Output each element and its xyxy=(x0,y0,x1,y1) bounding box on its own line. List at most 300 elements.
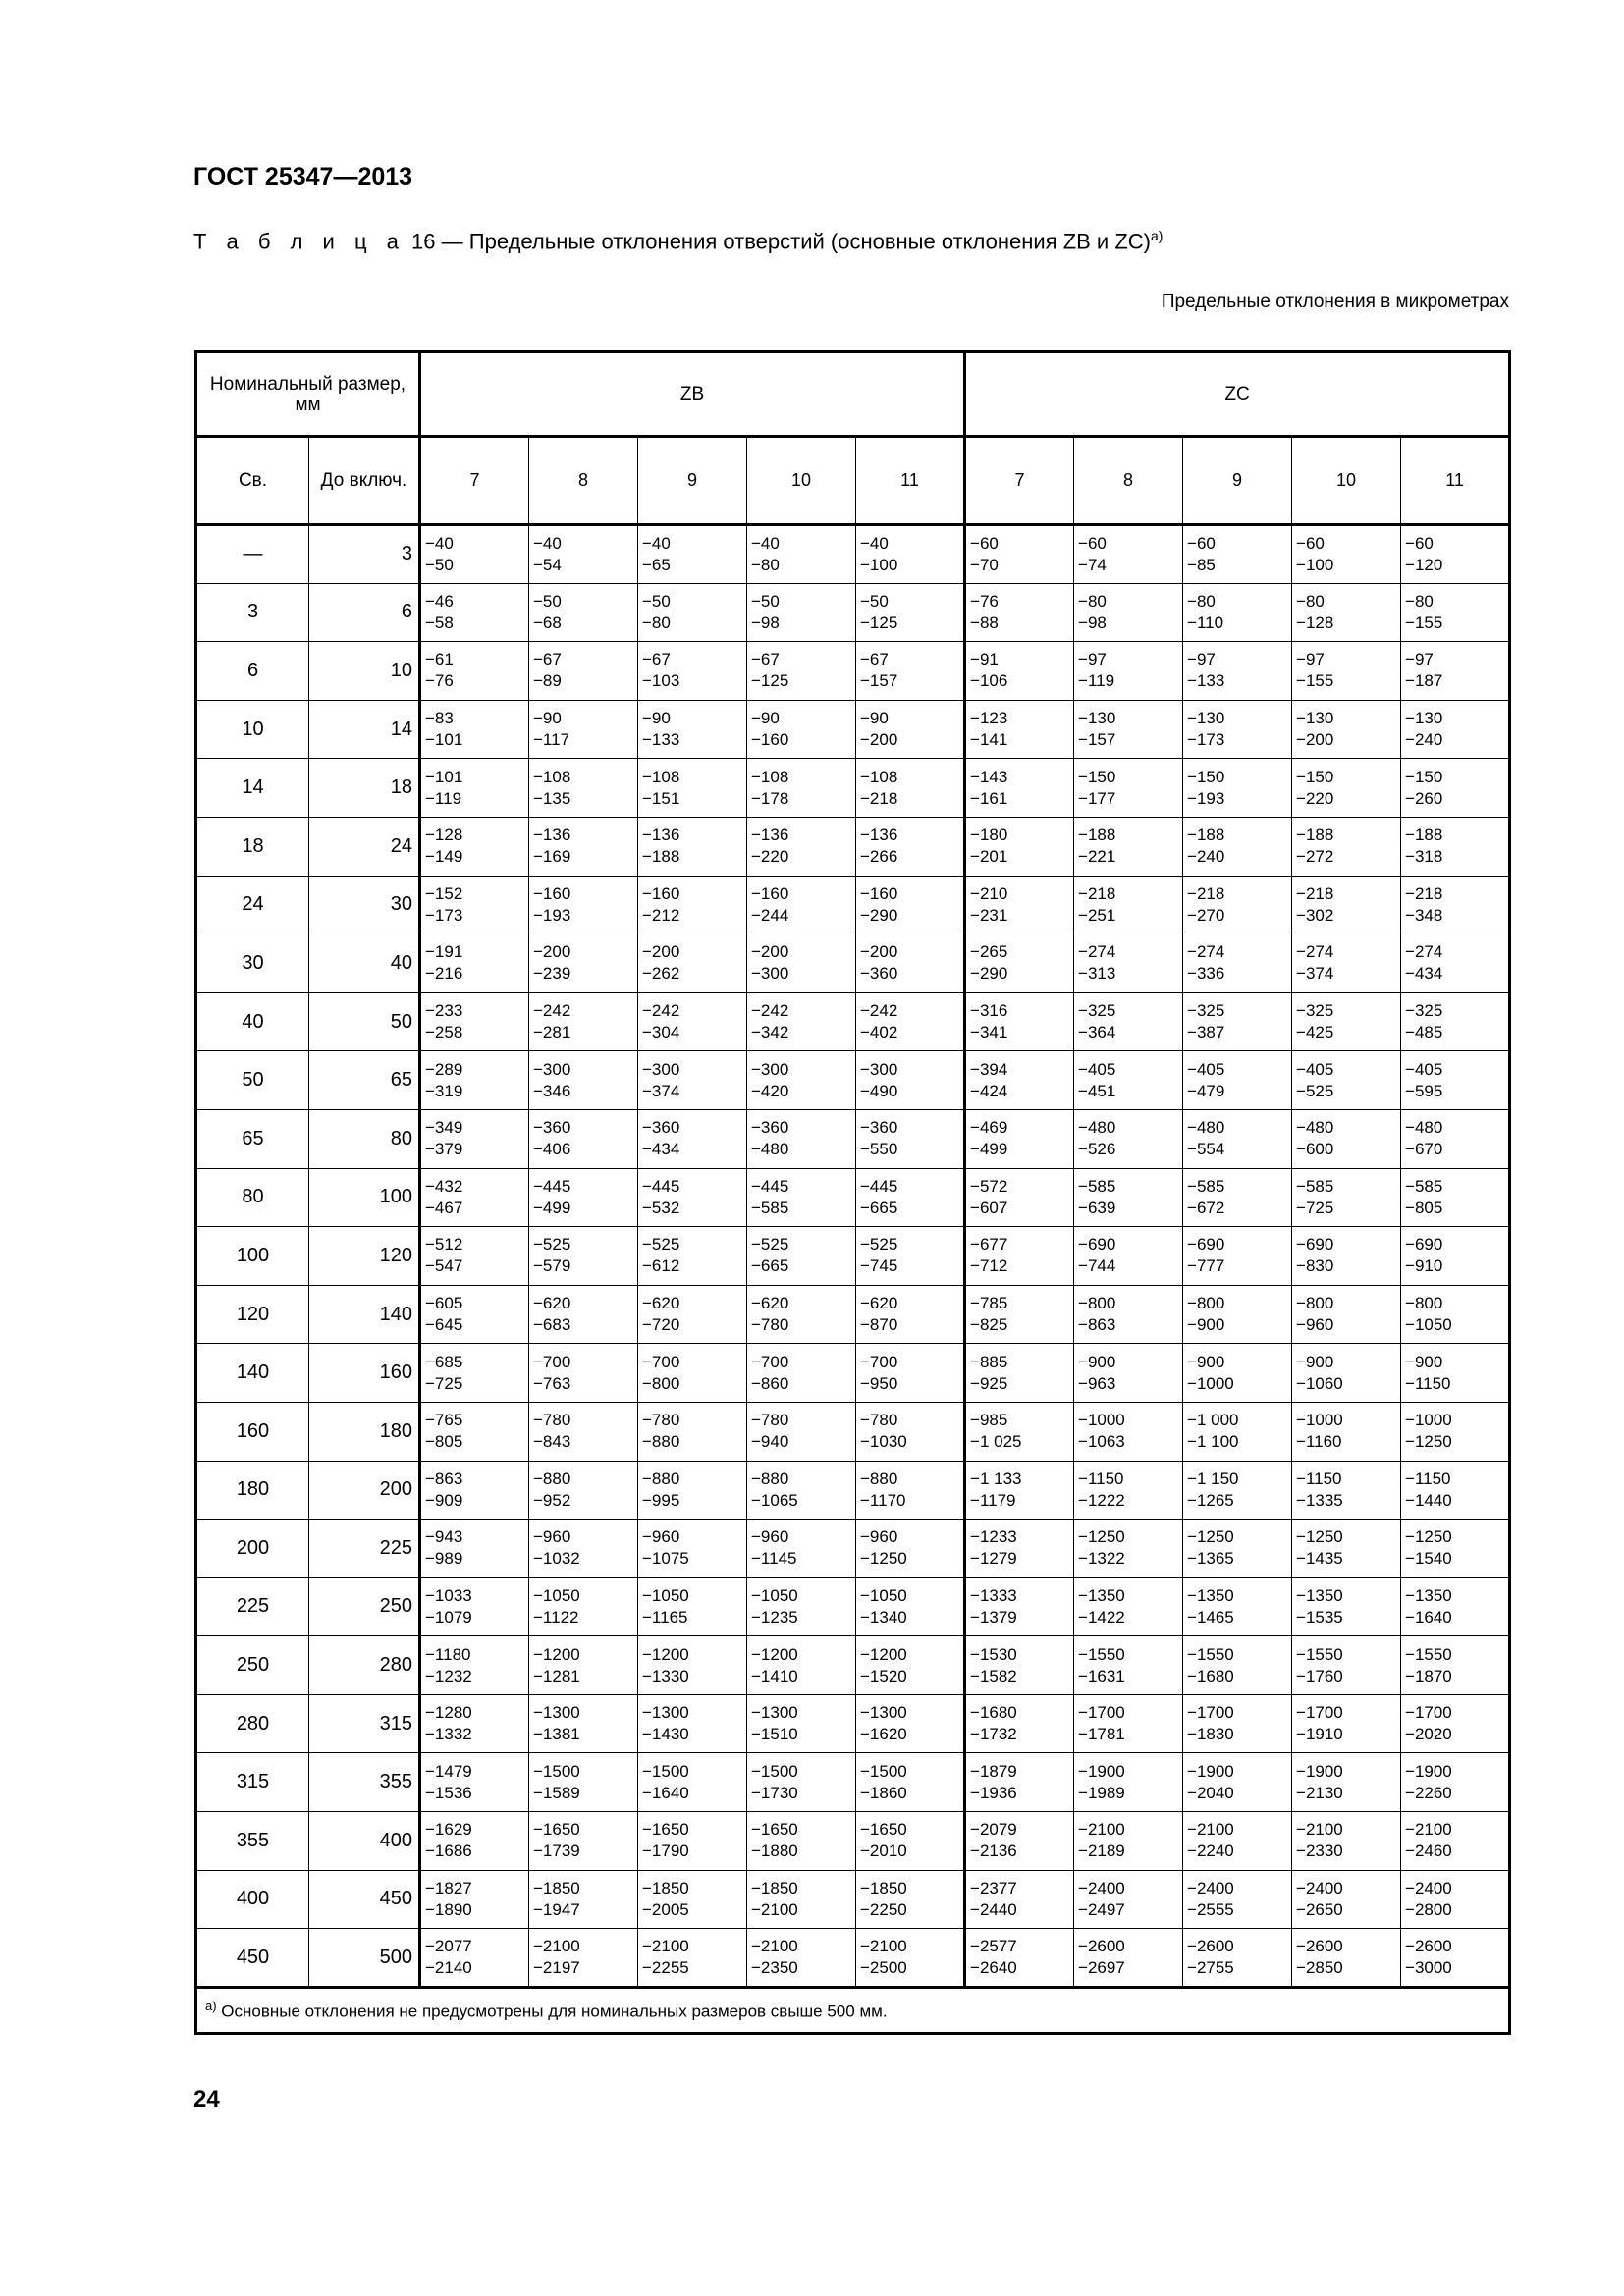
lower-deviation: −1422 xyxy=(1078,1607,1125,1627)
size-to-cell: 65 xyxy=(309,1051,420,1110)
upper-deviation: −108 xyxy=(751,767,789,786)
upper-deviation: −200 xyxy=(642,942,680,962)
upper-deviation: −700 xyxy=(860,1352,898,1371)
lower-deviation: −1860 xyxy=(860,1783,907,1802)
lower-deviation: −805 xyxy=(1405,1198,1443,1217)
deviation-cell xyxy=(747,700,856,759)
table-title xyxy=(193,228,1163,254)
deviation-cell xyxy=(747,583,856,642)
lower-deviation: −777 xyxy=(1187,1256,1225,1276)
lower-deviation: −141 xyxy=(970,730,1008,750)
deviation-cell xyxy=(965,1402,1074,1461)
lower-deviation: −3000 xyxy=(1405,1958,1452,1978)
upper-deviation: −265 xyxy=(970,942,1008,962)
upper-deviation: −90 xyxy=(533,709,562,728)
deviation-cell xyxy=(638,1285,747,1344)
lower-deviation: −402 xyxy=(860,1023,898,1042)
lower-deviation: −187 xyxy=(1405,671,1443,691)
upper-deviation: −405 xyxy=(1078,1059,1116,1079)
lower-deviation: −65 xyxy=(642,555,671,574)
deviation-cell xyxy=(1401,1753,1510,1812)
lower-deviation: −910 xyxy=(1405,1256,1443,1276)
upper-deviation: −60 xyxy=(1078,533,1107,553)
lower-deviation: −157 xyxy=(860,671,898,691)
upper-deviation: −1350 xyxy=(1078,1585,1125,1605)
lower-deviation: −2189 xyxy=(1078,1842,1125,1861)
deviation-cell xyxy=(420,992,529,1051)
lower-deviation: −2250 xyxy=(860,1899,907,1919)
grade-header: 10 xyxy=(1292,437,1401,525)
size-to-cell: 6 xyxy=(309,583,420,642)
deviation-cell xyxy=(856,1520,965,1578)
table-row xyxy=(196,759,1510,818)
deviation-cell xyxy=(529,1461,638,1520)
upper-deviation: −1200 xyxy=(751,1644,798,1664)
size-from-cell: 80 xyxy=(196,1168,309,1227)
upper-deviation: −2377 xyxy=(970,1878,1017,1897)
upper-deviation: −1000 xyxy=(1296,1411,1343,1430)
lower-deviation: −1330 xyxy=(642,1666,689,1685)
lower-deviation: −485 xyxy=(1405,1023,1443,1042)
deviation-cell xyxy=(965,1109,1074,1168)
deviation-cell xyxy=(1292,1109,1401,1168)
deviation-cell xyxy=(1401,759,1510,818)
lower-deviation: −952 xyxy=(533,1490,571,1510)
upper-deviation: −1050 xyxy=(860,1585,907,1605)
lower-deviation: −1279 xyxy=(970,1549,1017,1569)
deviation-cell xyxy=(529,1929,638,1988)
deviation-cell xyxy=(638,1402,747,1461)
upper-deviation: −943 xyxy=(425,1527,463,1547)
deviation-cell xyxy=(1074,1461,1183,1520)
upper-deviation: −274 xyxy=(1078,942,1116,962)
deviation-cell xyxy=(420,1694,529,1753)
deviation-cell xyxy=(529,700,638,759)
upper-deviation: −700 xyxy=(642,1352,680,1371)
deviation-cell xyxy=(747,1812,856,1871)
lower-deviation: −155 xyxy=(1296,671,1334,691)
lower-deviation: −2850 xyxy=(1296,1958,1343,1978)
deviation-cell xyxy=(1401,1520,1510,1578)
upper-deviation: −620 xyxy=(642,1294,680,1313)
lower-deviation: −364 xyxy=(1078,1023,1116,1042)
upper-deviation: −2400 xyxy=(1296,1878,1343,1897)
deviation-cell xyxy=(1401,1812,1510,1871)
size-to-cell: 160 xyxy=(309,1344,420,1403)
lower-deviation: −117 xyxy=(533,730,570,750)
upper-deviation: −1233 xyxy=(970,1527,1017,1547)
deviation-cell xyxy=(420,1812,529,1871)
grade-header: 10 xyxy=(747,437,856,525)
deviation-cell xyxy=(420,817,529,876)
deviation-cell xyxy=(965,1636,1074,1695)
deviation-cell xyxy=(638,1929,747,1988)
upper-deviation: −150 xyxy=(1187,767,1225,786)
size-to-cell: 500 xyxy=(309,1929,420,1988)
size-from-cell: 30 xyxy=(196,934,309,993)
upper-deviation: −360 xyxy=(642,1118,680,1138)
lower-deviation: −870 xyxy=(860,1315,898,1335)
from-header: Св. xyxy=(196,437,309,525)
deviation-cell xyxy=(1183,1929,1292,1988)
upper-deviation: −1479 xyxy=(425,1761,472,1781)
table-row xyxy=(196,583,1510,642)
deviation-cell xyxy=(1183,583,1292,642)
upper-deviation: −1 133 xyxy=(970,1468,1022,1488)
upper-deviation: −800 xyxy=(1296,1294,1334,1313)
upper-deviation: −780 xyxy=(860,1411,898,1430)
deviation-cell xyxy=(1183,759,1292,818)
deviation-cell xyxy=(1074,1753,1183,1812)
upper-deviation: −2079 xyxy=(970,1820,1017,1840)
upper-deviation: −152 xyxy=(425,883,463,903)
deviation-cell xyxy=(856,642,965,701)
lower-deviation: −860 xyxy=(751,1373,789,1393)
table-row xyxy=(196,525,1510,584)
grade-header: 9 xyxy=(638,437,747,525)
upper-deviation: −1680 xyxy=(970,1703,1017,1723)
size-to-cell: 140 xyxy=(309,1285,420,1344)
lower-deviation: −670 xyxy=(1405,1140,1443,1159)
upper-deviation: −97 xyxy=(1296,650,1325,669)
deviation-cell xyxy=(747,1753,856,1812)
lower-deviation: −1936 xyxy=(970,1783,1017,1802)
deviation-cell xyxy=(1292,1402,1401,1461)
deviation-cell xyxy=(856,1694,965,1753)
upper-deviation: −242 xyxy=(860,1001,898,1021)
deviation-cell xyxy=(965,642,1074,701)
footnote-text: Основные отклонения не предусмотрены для номинальных размеров свыше 500 мм. xyxy=(221,2002,888,2021)
lower-deviation: −1732 xyxy=(970,1725,1017,1744)
lower-deviation: −119 xyxy=(1078,671,1115,691)
lower-deviation: −683 xyxy=(533,1315,571,1335)
deviation-cell xyxy=(747,1636,856,1695)
deviation-cell xyxy=(1074,1227,1183,1286)
deviation-cell xyxy=(1292,642,1401,701)
lower-deviation: −1880 xyxy=(751,1842,798,1861)
lower-deviation: −925 xyxy=(970,1373,1008,1393)
lower-deviation: −830 xyxy=(1296,1256,1334,1276)
upper-deviation: −1350 xyxy=(1296,1585,1343,1605)
upper-deviation: −97 xyxy=(1187,650,1216,669)
upper-deviation: −700 xyxy=(751,1352,789,1371)
lower-deviation: −467 xyxy=(425,1198,463,1217)
size-from-cell: 450 xyxy=(196,1929,309,1988)
lower-deviation: −1050 xyxy=(1405,1315,1452,1335)
lower-deviation: −161 xyxy=(970,788,1008,808)
upper-deviation: −60 xyxy=(970,533,999,553)
upper-deviation: −130 xyxy=(1296,709,1334,728)
deviation-cell xyxy=(1074,583,1183,642)
lower-deviation: −1281 xyxy=(533,1666,580,1685)
deviation-cell xyxy=(1401,876,1510,934)
lower-deviation: −940 xyxy=(751,1432,789,1452)
deviation-cell xyxy=(747,992,856,1051)
deviation-cell xyxy=(529,1812,638,1871)
deviation-cell xyxy=(420,1109,529,1168)
lower-deviation: −595 xyxy=(1405,1081,1443,1100)
upper-deviation: −1850 xyxy=(642,1878,689,1897)
upper-deviation: −1550 xyxy=(1405,1644,1452,1664)
upper-deviation: −136 xyxy=(642,826,680,845)
deviation-cell xyxy=(965,1870,1074,1929)
lower-deviation: −2330 xyxy=(1296,1842,1343,1861)
lower-deviation: −374 xyxy=(1296,964,1334,984)
deviation-cell xyxy=(1401,525,1510,584)
table-row xyxy=(196,1577,1510,1636)
table-row xyxy=(196,1694,1510,1753)
upper-deviation: −130 xyxy=(1078,709,1116,728)
lower-deviation: −244 xyxy=(751,905,789,925)
deviation-cell xyxy=(1183,1285,1292,1344)
upper-deviation: −1700 xyxy=(1078,1703,1125,1723)
upper-deviation: −130 xyxy=(1187,709,1225,728)
table-row xyxy=(196,1402,1510,1461)
deviation-cell xyxy=(1401,700,1510,759)
deviation-cell xyxy=(420,1461,529,1520)
lower-deviation: −1540 xyxy=(1405,1549,1452,1569)
group-header-zc: ZC xyxy=(965,352,1510,437)
deviation-cell xyxy=(1074,759,1183,818)
table-row xyxy=(196,1168,1510,1227)
size-to-cell: 120 xyxy=(309,1227,420,1286)
deviation-cell xyxy=(529,1577,638,1636)
upper-deviation: −233 xyxy=(425,1001,463,1021)
upper-deviation: −1300 xyxy=(860,1703,907,1723)
deviation-cell xyxy=(747,1520,856,1578)
deviation-cell xyxy=(1074,700,1183,759)
deviation-cell xyxy=(747,817,856,876)
upper-deviation: −960 xyxy=(860,1527,898,1547)
upper-deviation: −1900 xyxy=(1187,1761,1234,1781)
size-to-cell: 40 xyxy=(309,934,420,993)
upper-deviation: −780 xyxy=(533,1411,571,1430)
lower-deviation: −880 xyxy=(642,1432,680,1452)
deviation-cell xyxy=(638,583,747,642)
upper-deviation: −50 xyxy=(642,591,671,611)
lower-deviation: −160 xyxy=(751,730,789,750)
upper-deviation: −620 xyxy=(860,1294,898,1313)
lower-deviation: −451 xyxy=(1078,1081,1116,1100)
table-row xyxy=(196,700,1510,759)
size-from-cell: 200 xyxy=(196,1520,309,1578)
upper-deviation: −1850 xyxy=(751,1878,798,1897)
size-from-cell: 180 xyxy=(196,1461,309,1520)
table-row xyxy=(196,992,1510,1051)
size-to-cell: 200 xyxy=(309,1461,420,1520)
grade-header: 8 xyxy=(1074,437,1183,525)
upper-deviation: −80 xyxy=(1078,591,1107,611)
lower-deviation: −1989 xyxy=(1078,1783,1125,1802)
size-from-cell: 250 xyxy=(196,1636,309,1695)
deviation-cell xyxy=(1074,1402,1183,1461)
lower-deviation: −550 xyxy=(860,1140,898,1159)
deviation-cell xyxy=(747,1402,856,1461)
deviation-cell xyxy=(1183,700,1292,759)
lower-deviation: −744 xyxy=(1078,1256,1116,1276)
deviation-cell xyxy=(638,992,747,1051)
size-to-cell: 80 xyxy=(309,1109,420,1168)
upper-deviation: −405 xyxy=(1187,1059,1225,1079)
upper-deviation: −572 xyxy=(970,1176,1008,1196)
lower-deviation: −240 xyxy=(1405,730,1443,750)
lower-deviation: −258 xyxy=(425,1023,463,1042)
upper-deviation: −1033 xyxy=(425,1585,472,1605)
upper-deviation: −1500 xyxy=(642,1761,689,1781)
lower-deviation: −76 xyxy=(425,671,454,691)
deviation-cell xyxy=(856,1812,965,1871)
upper-deviation: −1879 xyxy=(970,1761,1017,1781)
table-row xyxy=(196,1227,1510,1286)
upper-deviation: −40 xyxy=(860,533,889,553)
upper-deviation: −960 xyxy=(533,1527,571,1547)
upper-deviation: −2100 xyxy=(860,1937,907,1956)
lower-deviation: −348 xyxy=(1405,905,1443,925)
lower-deviation: −128 xyxy=(1296,613,1334,632)
lower-deviation: −2240 xyxy=(1187,1842,1234,1861)
lower-deviation: −290 xyxy=(970,964,1008,984)
deviation-cell xyxy=(1292,1520,1401,1578)
upper-deviation: −2077 xyxy=(425,1937,472,1956)
lower-deviation: −290 xyxy=(860,905,898,925)
upper-deviation: −690 xyxy=(1405,1235,1443,1255)
deviation-cell xyxy=(1074,1168,1183,1227)
deviation-cell xyxy=(1292,1929,1401,1988)
deviation-cell xyxy=(420,1285,529,1344)
footnote-mark: а) xyxy=(205,1998,217,2013)
upper-deviation: −80 xyxy=(1405,591,1434,611)
table-title-prefix: Т а б л и ц а xyxy=(193,229,406,254)
lower-deviation: −900 xyxy=(1187,1315,1225,1335)
lower-deviation: −169 xyxy=(533,847,571,867)
table-row xyxy=(196,1344,1510,1403)
upper-deviation: −863 xyxy=(425,1468,463,1488)
deviation-cell xyxy=(420,1753,529,1812)
deviation-cell xyxy=(747,1109,856,1168)
upper-deviation: −143 xyxy=(970,767,1008,786)
upper-deviation: −2600 xyxy=(1405,1937,1452,1956)
lower-deviation: −1 025 xyxy=(970,1432,1022,1452)
deviation-cell xyxy=(1074,1051,1183,1110)
upper-deviation: −585 xyxy=(1405,1176,1443,1196)
deviation-cell xyxy=(856,1753,965,1812)
size-to-cell: 400 xyxy=(309,1812,420,1871)
lower-deviation: −499 xyxy=(970,1140,1008,1159)
lower-deviation: −336 xyxy=(1187,964,1225,984)
upper-deviation: −242 xyxy=(533,1001,571,1021)
deviation-cell xyxy=(420,1929,529,1988)
lower-deviation: −672 xyxy=(1187,1198,1225,1217)
deviation-cell xyxy=(1401,1461,1510,1520)
upper-deviation: −2100 xyxy=(1296,1820,1343,1840)
upper-deviation: −160 xyxy=(860,883,898,903)
size-from-cell: 120 xyxy=(196,1285,309,1344)
lower-deviation: −639 xyxy=(1078,1198,1116,1217)
upper-deviation: −80 xyxy=(1187,591,1216,611)
upper-deviation: −2100 xyxy=(1405,1820,1452,1840)
grade-header: 7 xyxy=(420,437,529,525)
upper-deviation: −765 xyxy=(425,1411,463,1430)
upper-deviation: −316 xyxy=(970,1001,1008,1021)
deviation-cell xyxy=(1074,1870,1183,1929)
deviation-cell xyxy=(856,1109,965,1168)
upper-deviation: −128 xyxy=(425,826,463,845)
deviation-cell xyxy=(1292,992,1401,1051)
size-from-cell: 225 xyxy=(196,1577,309,1636)
lower-deviation: −239 xyxy=(533,964,571,984)
deviation-cell xyxy=(747,876,856,934)
grade-header: 11 xyxy=(856,437,965,525)
table-title-footnote-mark: a) xyxy=(1150,228,1164,243)
deviation-cell xyxy=(1183,1870,1292,1929)
lower-deviation: −173 xyxy=(1187,730,1225,750)
deviation-cell xyxy=(1292,1051,1401,1110)
deviation-cell xyxy=(420,1870,529,1929)
size-to-cell: 3 xyxy=(309,525,420,584)
upper-deviation: −40 xyxy=(425,533,454,553)
deviation-cell xyxy=(1183,1051,1292,1110)
table-row xyxy=(196,876,1510,934)
deviation-cell xyxy=(1074,1636,1183,1695)
upper-deviation: −2100 xyxy=(533,1937,580,1956)
deviation-cell xyxy=(529,759,638,818)
deviation-cell xyxy=(1183,1168,1292,1227)
deviation-cell xyxy=(420,1344,529,1403)
upper-deviation: −1700 xyxy=(1405,1703,1452,1723)
lower-deviation: −612 xyxy=(642,1256,680,1276)
upper-deviation: −405 xyxy=(1405,1059,1443,1079)
upper-deviation: −76 xyxy=(970,591,999,611)
lower-deviation: −120 xyxy=(1405,555,1443,574)
table-body xyxy=(196,525,1510,1988)
upper-deviation: −900 xyxy=(1187,1352,1225,1371)
upper-deviation: −188 xyxy=(1405,826,1443,845)
upper-deviation: −480 xyxy=(1187,1118,1225,1138)
table-row xyxy=(196,1461,1510,1520)
lower-deviation: −221 xyxy=(1078,847,1116,867)
deviation-cell xyxy=(965,1344,1074,1403)
deviation-cell xyxy=(1292,700,1401,759)
upper-deviation: −1629 xyxy=(425,1820,472,1840)
deviation-cell xyxy=(965,1694,1074,1753)
deviation-cell xyxy=(1074,876,1183,934)
deviation-cell xyxy=(1074,1694,1183,1753)
nominal-size-header: Номинальный размер, мм xyxy=(196,352,420,437)
lower-deviation: −2350 xyxy=(751,1958,798,1978)
lower-deviation: −2100 xyxy=(751,1899,798,1919)
upper-deviation: −300 xyxy=(751,1059,789,1079)
lower-deviation: −1739 xyxy=(533,1842,580,1861)
upper-deviation: −218 xyxy=(1187,883,1225,903)
upper-deviation: −432 xyxy=(425,1176,463,1196)
table-row xyxy=(196,934,1510,993)
deviation-cell xyxy=(856,1285,965,1344)
lower-deviation: −2005 xyxy=(642,1899,689,1919)
upper-deviation: −97 xyxy=(1405,650,1434,669)
upper-deviation: −1 150 xyxy=(1187,1468,1239,1488)
upper-deviation: −136 xyxy=(751,826,789,845)
deviations-table xyxy=(194,350,1511,2035)
lower-deviation: −2130 xyxy=(1296,1783,1343,1802)
upper-deviation: −1280 xyxy=(425,1703,472,1723)
lower-deviation: −2640 xyxy=(970,1958,1017,1978)
lower-deviation: −989 xyxy=(425,1549,463,1569)
size-to-cell: 355 xyxy=(309,1753,420,1812)
lower-deviation: −1365 xyxy=(1187,1549,1234,1569)
upper-deviation: −685 xyxy=(425,1352,463,1371)
upper-deviation: −1500 xyxy=(860,1761,907,1781)
upper-deviation: −1350 xyxy=(1405,1585,1452,1605)
